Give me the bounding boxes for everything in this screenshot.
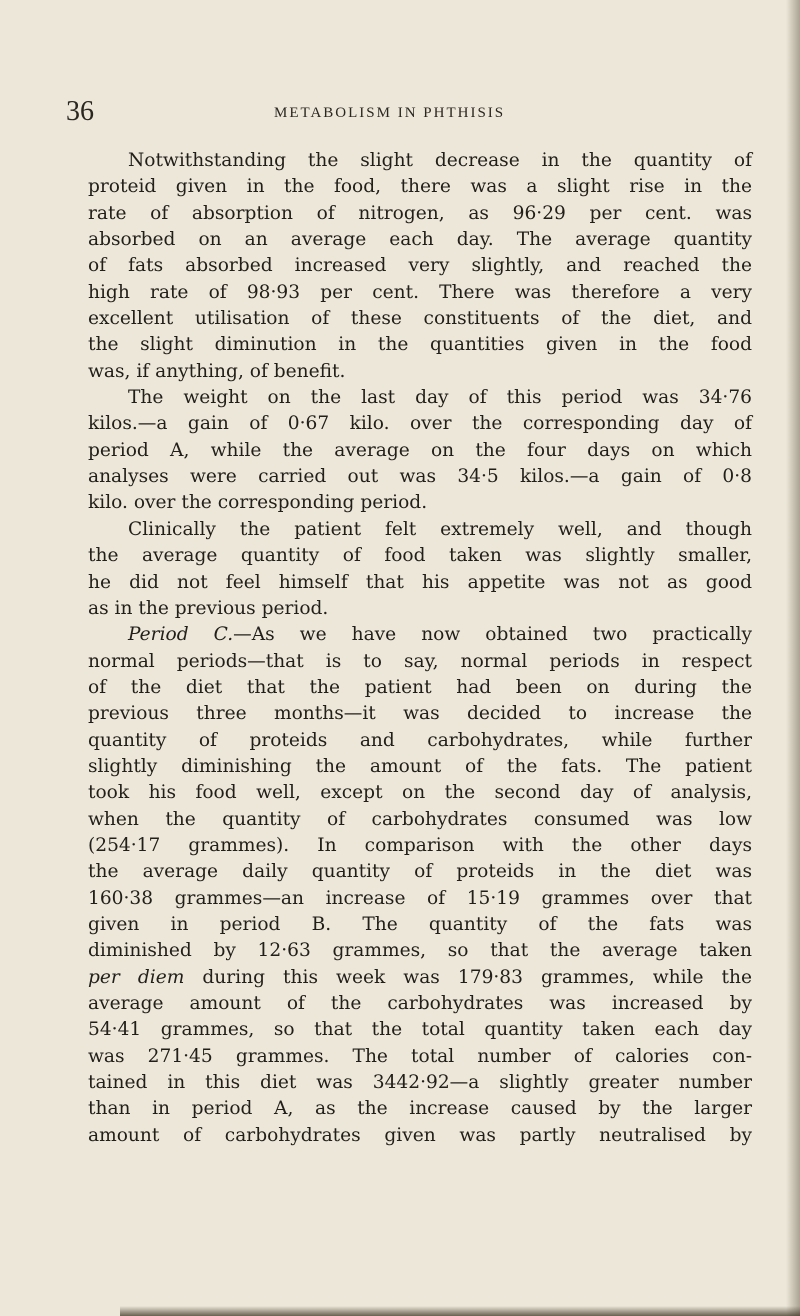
text-line: 54·41 grammes, so that the total quantity taken each day [88,1019,752,1041]
body-text [88,148,752,1149]
text-line: Clinically the patient felt extremely well, and though [128,518,752,540]
text-line: Notwithstanding the slight decrease in the quantity of [128,150,752,171]
text-line: normal periods—that is to say, normal periods in respect [88,650,752,672]
text-line: amount of carbohydrates given was partly neutralised by [88,1124,752,1146]
text-line: kilos.—a gain of 0·67 kilo. over the corresponding day of [88,413,752,435]
text-line: analyses were carried out was 34·5 kilos.—a gain of 0·8 [88,466,752,488]
text-line [88,622,752,648]
text-line: was 271·45 grammes. The total number of calories con- [88,1045,752,1067]
text-line: when the quantity of carbohydrates consumed was low [88,808,752,830]
text-line: (254·17 grammes). In comparison with the other days [88,834,752,856]
text-line: kilo. over the corresponding period. [88,492,428,514]
page-number: 36 [66,96,94,127]
text-line: the slight diminution in the quantities given in the food [88,334,752,356]
running-head: METABOLISM IN PHTHISIS [274,105,506,121]
text-line: excellent utilisation of these constituents of the diet, and [88,308,752,330]
text-line: tained in this diet was 3442·92—a slightly greater number [88,1072,752,1094]
text-line: took his food well, except on the second day of analysis, [88,782,752,804]
page-edge-shadow [786,0,800,1316]
text-line: given in period B. The quantity of the fats was [88,913,752,935]
text-line: diminished by 12·63 grammes, so that the average taken [88,940,752,962]
text-line: slightly diminishing the amount of the fats. The patient [88,755,752,777]
text-line: 160·38 grammes—an increase of 15·19 grammes over that [88,887,752,909]
text-line: than in period A, as the increase caused by the larger [88,1098,752,1120]
text-line [88,965,752,991]
page-header [66,96,756,132]
text-line: he did not feel himself that his appetite was not as good [88,571,752,593]
latin-phrase: per diem [88,966,185,988]
text-line: of the diet that the patient had been on during the [88,676,752,698]
text-fragment: during this week was 179·83 grammes, while the [184,966,752,988]
text-line: absorbed on an average each day. The average quantity [88,229,752,251]
text-line: the average daily quantity of proteids in the diet was [88,861,752,883]
text-line: quantity of proteids and carbohydrates, while further [88,729,752,751]
period-heading: Period C. [128,624,234,646]
text-line: previous three months—it was decided to increase the [88,703,752,725]
text-line: rate of absorption of nitrogen, as 96·29 per cent. was [88,202,752,224]
text-line: as in the previous period. [88,597,329,619]
text-line: proteid given in the food, there was a slight rise in the [88,176,752,198]
text-line: was, if anything, of benefit. [88,360,346,382]
text-fragment: —As we have now obtained two practically [233,624,752,646]
page-bottom-band [120,1306,800,1316]
text-line: the average quantity of food taken was slightly smaller, [88,545,752,567]
text-line: The weight on the last day of this period was 34·76 [128,387,752,409]
text-line: high rate of 98·93 per cent. There was therefore a very [88,281,752,303]
text-line: period A, while the average on the four days on which [88,439,752,461]
text-line: of fats absorbed increased very slightly, and reached the [88,255,752,277]
text-line: average amount of the carbohydrates was increased by [88,993,752,1014]
